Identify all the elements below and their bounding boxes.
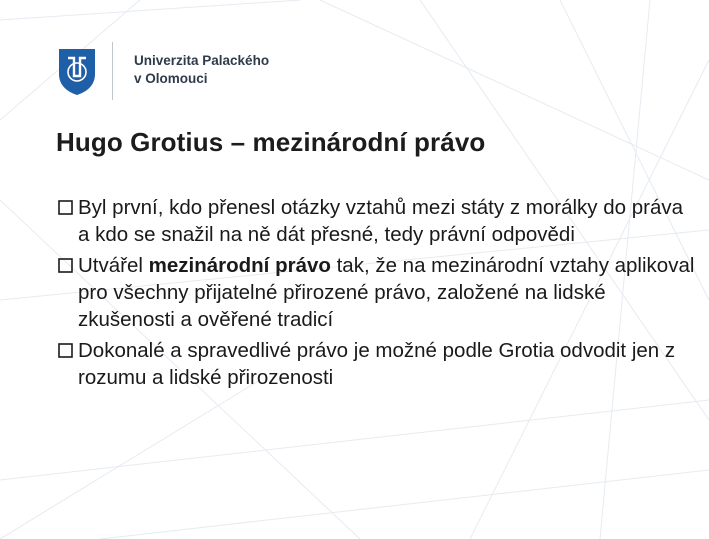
slide-title: Hugo Grotius – mezinárodní právo <box>56 127 486 157</box>
university-logo <box>56 42 296 100</box>
logo-divider <box>112 42 113 100</box>
bullet-item-3 <box>58 337 698 391</box>
bullet-item-1 <box>58 194 698 248</box>
bullet-text-2-bold: mezinárodní právo <box>148 254 331 277</box>
bullet-text-2-pre: Utvářel <box>78 254 149 277</box>
bullet-list <box>58 194 698 395</box>
checkbox-square-icon <box>58 343 73 358</box>
bullet-text-2-post: tak, že na mezinárodní vztahy aplikoval pro všechny přijatelné přirozené právo, založené na lidské zkušenosti a ověřené tradicí <box>78 254 695 331</box>
university-name-line2: v Olomouci <box>134 71 208 86</box>
checkbox-square-icon <box>58 258 73 273</box>
university-name <box>134 52 269 88</box>
bullet-text-1: Byl první, kdo přenesl otázky vztahů mezi státy z morálky do práva a kdo se snažil na ně dát přesné, tedy právní odpovědi <box>78 196 684 246</box>
university-name-line1: Univerzita Palackého <box>134 53 270 68</box>
bullet-text-3: Dokonalé a spravedlivé právo je možné podle Grotia odvodit jen z rozumu a lidské přirozenosti <box>78 339 676 389</box>
upol-shield-icon <box>56 46 98 96</box>
bullet-item-2 <box>58 252 698 333</box>
checkbox-square-icon <box>58 200 73 215</box>
